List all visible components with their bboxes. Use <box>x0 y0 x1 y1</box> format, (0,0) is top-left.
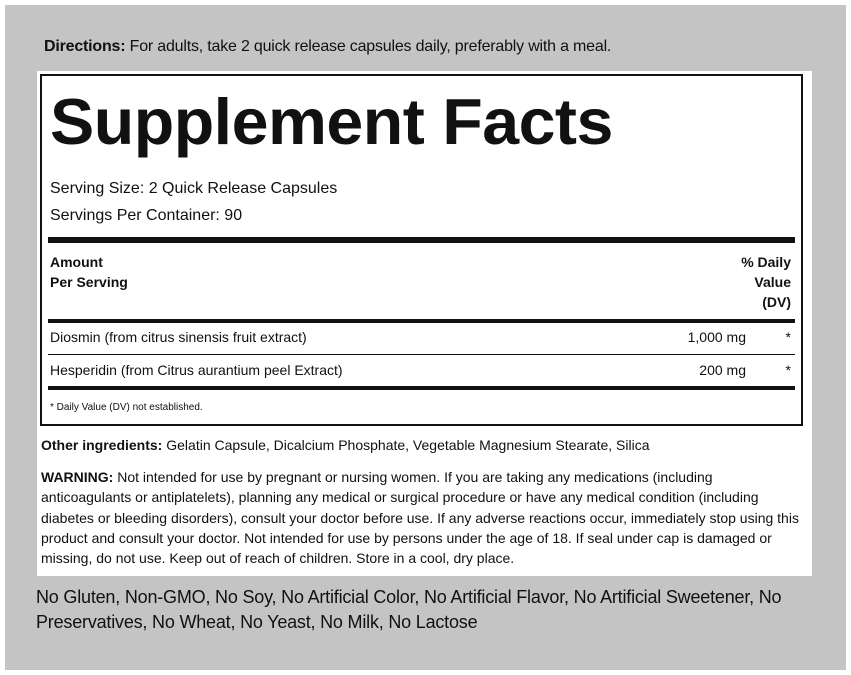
amount-header-line1: Amount <box>50 254 103 270</box>
other-ingredients-text: Gelatin Capsule, Dicalcium Phosphate, Vegetable Magnesium Stearate, Silica <box>162 437 650 453</box>
ingredient-dv: * <box>785 362 791 378</box>
warning <box>41 467 801 568</box>
directions-label: Directions: <box>44 38 126 55</box>
bottom-divider <box>48 386 795 390</box>
ingredient-name: Diosmin (from citrus sinensis fruit extract) <box>50 329 307 345</box>
ingredient-amount: 200 mg <box>699 362 746 378</box>
serving-size: Serving Size: 2 Quick Release Capsules <box>50 180 338 197</box>
warning-text: Not intended for use by pregnant or nursing women. If you are taking any medications (including anticoagulants or antiplatelets), planning any medical or surgical procedure or have any medical condition (including diabetes or bleeding disorders), consult your doctor before use. If any adverse reactions occur, immediately stop using this product and consult your doctor. Not intended for use by persons under the age of 18. If seal under cap is damaged or missing, do not use. Keep out of reach of children. Store in a cool, dry place. <box>41 469 799 567</box>
directions-text: For adults, take 2 quick release capsules daily, preferably with a meal. <box>125 38 612 55</box>
other-ingredients <box>41 437 650 453</box>
dv-header-line2: Value <box>754 274 791 290</box>
other-ingredients-label: Other ingredients: <box>41 437 163 453</box>
servings-per-container: Servings Per Container: 90 <box>50 207 243 224</box>
dv-footnote: * Daily Value (DV) not established. <box>50 402 203 413</box>
dv-header-line1: % Daily <box>741 254 791 270</box>
directions <box>44 38 611 56</box>
daily-value-header <box>741 252 791 312</box>
free-from-statement: No Gluten, Non-GMO, No Soy, No Artificial Color, No Artificial Flavor, No Artificial Sweetener, No Preservatives, No Wheat, No Yeast, No Milk, No Lactose <box>36 587 782 632</box>
thick-divider <box>48 237 795 243</box>
header-divider <box>48 319 795 323</box>
dv-header-line3: (DV) <box>762 294 791 310</box>
ingredient-row <box>50 327 791 347</box>
facts-title: Supplement Facts <box>50 85 613 158</box>
amount-per-serving-header <box>50 252 128 292</box>
ingredient-amount: 1,000 mg <box>687 329 746 345</box>
ingredient-name: Hesperidin (from Citrus aurantium peel Extract) <box>50 362 343 378</box>
supplement-facts-box <box>40 74 803 426</box>
amount-header-line2: Per Serving <box>50 274 128 290</box>
ingredient-dv: * <box>785 329 791 345</box>
ingredient-row <box>50 360 791 380</box>
warning-label: WARNING: <box>41 469 114 485</box>
row-divider <box>48 354 795 355</box>
